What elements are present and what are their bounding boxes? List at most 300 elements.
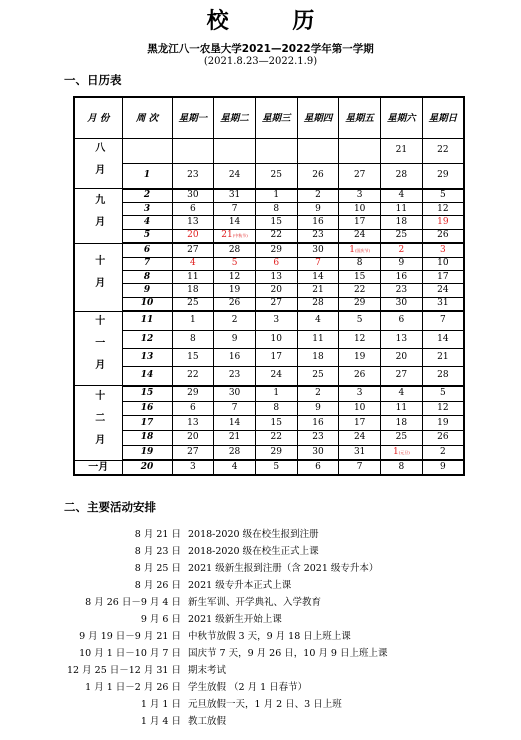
day-cell [172,445,214,460]
day-cell [255,445,297,460]
activity-item [0,645,521,662]
calendar-week-row [74,216,464,229]
day-cell [255,460,297,475]
day-cell [214,189,256,203]
day-cell [214,139,256,164]
day-cell [297,270,339,283]
day-number: 19 [437,417,449,428]
day-cell [214,430,256,445]
day-cell [172,311,214,330]
calendar-week-row [74,330,464,348]
calendar-week-row [74,416,464,431]
day-cell [214,243,256,257]
activity-item [0,526,521,543]
day-cell [297,203,339,216]
day-number: 26 [437,432,449,443]
day-cell [255,189,297,203]
day-number: 1 [273,388,280,399]
day-cell [297,297,339,311]
day-number: 18 [395,417,408,428]
week-number: 1 [122,163,172,189]
calendar-week-row [74,163,464,189]
month-cell: 一月 [74,460,122,475]
day-cell [381,139,423,164]
day-cell [381,330,423,348]
week-number: 8 [122,270,172,283]
day-cell [381,203,423,216]
day-number: 30 [228,388,241,399]
day-number: 19 [228,285,241,295]
day-number: 6 [273,258,280,269]
day-cell [214,367,256,386]
header-mon: 星期一 [172,97,214,139]
day-number: 10 [437,258,449,269]
day-cell [172,386,214,401]
day-cell [172,416,214,431]
day-number: 12 [353,333,366,344]
header-week: 周 次 [122,97,172,139]
day-cell [214,445,256,460]
day-number: 24 [270,370,282,381]
activity-text: 2021 级新生开始上课 [188,614,282,625]
day-cell [381,445,423,460]
day-cell [214,460,256,475]
month-cell: 十二月 [74,386,122,461]
day-number: 20 [187,230,199,241]
activity-text: 国庆节 7 天，9 月 26 日，10 月 9 日上班上课 [188,648,388,659]
day-cell [422,430,464,445]
day-number: 16 [312,417,324,428]
day-number: 3 [189,462,196,473]
day-cell [255,216,297,229]
day-number: 23 [312,230,324,241]
day-number: 10 [353,402,366,413]
day-cell [297,445,339,460]
week-number: 10 [122,297,172,311]
activity-item [0,662,521,679]
day-cell [214,348,256,366]
day-cell [339,229,381,243]
day-number: 27 [187,446,199,457]
day-cell [339,139,381,164]
day-cell [381,460,423,475]
day-number: 21 [312,285,324,295]
day-cell [297,416,339,431]
day-number: 27 [353,170,366,181]
day-number: 4 [189,258,196,269]
week-number: 20 [122,460,172,475]
day-cell [297,330,339,348]
day-cell [172,163,214,189]
day-number: 3 [273,315,280,326]
day-number: 28 [437,370,449,381]
day-number: 26 [437,230,449,241]
day-number: 11 [395,203,408,214]
header-thu: 星期四 [297,97,339,139]
day-number: 3 [356,388,363,399]
day-number: 14 [437,333,449,344]
day-number: 15 [270,217,282,228]
day-number: 9 [315,203,321,214]
section-title-activities: 二、主要活动安排 [64,500,156,514]
week-number: 19 [122,445,172,460]
calendar-header-row [74,97,464,139]
day-cell [422,270,464,283]
day-cell [339,189,381,203]
day-cell [339,386,381,401]
day-number: 4 [398,190,405,201]
day-cell [255,330,297,348]
day-number: 31 [228,190,241,201]
day-number: 11 [312,333,324,344]
day-cell [172,367,214,386]
day-number: 10 [270,333,282,344]
activity-item [0,679,521,696]
week-number: 3 [122,203,172,216]
day-number: 14 [228,417,241,428]
day-number: 22 [270,432,282,443]
day-cell [381,257,423,270]
day-number: 5 [439,190,446,201]
day-cell [172,257,214,270]
day-cell [422,216,464,229]
day-number: 13 [187,417,199,428]
day-number: 30 [312,446,324,457]
day-cell [255,367,297,386]
day-number: 24 [437,285,449,295]
day-cell [255,163,297,189]
day-cell [172,139,214,164]
day-number: 5 [439,388,446,399]
activity-item [0,628,521,645]
day-number: 17 [270,352,282,363]
day-number: 6 [189,402,196,413]
activity-text: 期末考试 [188,665,227,676]
day-number: 22 [353,285,366,295]
day-cell [172,189,214,203]
page-title: 校 历 [206,8,343,34]
month-cell: 十月 [74,243,122,311]
section-title-calendar: 一、日历表 [64,73,122,87]
calendar-week-row [74,203,464,216]
day-number: 8 [273,402,280,413]
day-cell [255,297,297,311]
day-cell [339,203,381,216]
activity-date: 8 月 23 日 [134,546,181,557]
day-number: 22 [187,370,199,381]
day-cell [214,401,256,416]
day-cell [381,430,423,445]
week-number: 4 [122,216,172,229]
day-number: 7 [439,315,446,326]
week-number: 7 [122,257,172,270]
day-number: 26 [353,370,366,381]
day-cell [339,416,381,431]
day-number: 23 [395,285,408,295]
day-cell [422,297,464,311]
day-cell [381,163,423,189]
day-number: 27 [395,370,408,381]
day-number: 11 [187,271,199,282]
activity-date: 8 月 21 日 [134,529,181,540]
day-cell [297,311,339,330]
week-number: 5 [122,229,172,243]
day-cell [214,216,256,229]
calendar-week-row [74,189,464,203]
day-number: 13 [187,217,199,228]
day-cell [214,270,256,283]
calendar-week-row [74,445,464,460]
day-number: 16 [312,217,324,228]
month-cell: 八月 [74,139,122,189]
day-number: 23 [187,170,199,181]
day-cell [255,430,297,445]
calendar-table [73,96,465,476]
day-number: 27 [187,244,199,255]
day-number: 29 [270,446,282,457]
day-number: 9 [315,402,321,413]
day-cell [255,203,297,216]
day-number: 2 [439,446,446,457]
day-number: 9 [398,258,405,269]
day-cell [422,139,464,164]
activity-date: 9 月 19 日－9 月 21 日 [79,631,181,642]
week-number: 12 [122,330,172,348]
day-cell [297,243,339,257]
day-number: 20 [395,352,408,363]
day-cell [255,257,297,270]
day-cell [255,243,297,257]
day-number: 26 [228,298,241,309]
week-number: 9 [122,284,172,297]
activity-item [0,611,521,628]
day-number: 12 [437,402,449,413]
day-number: 30 [395,298,408,309]
day-cell [381,348,423,366]
day-cell [172,216,214,229]
activity-item [0,713,521,730]
activity-text: 学生放假 （2 月 1 日春节） [188,682,308,693]
day-number: 17 [353,217,366,228]
day-number: 5 [231,258,238,269]
day-cell [422,367,464,386]
day-cell [172,348,214,366]
day-number: 13 [270,271,282,282]
week-number: 18 [122,430,172,445]
day-number: 28 [312,298,324,309]
day-cell [172,330,214,348]
day-cell [255,348,297,366]
day-cell [339,297,381,311]
week-number: 14 [122,367,172,386]
day-cell [297,229,339,243]
calendar-week-row [74,284,464,297]
day-number: 7 [231,203,238,214]
calendar-week-row [74,243,464,257]
day-cell [339,270,381,283]
activity-item [0,543,521,560]
day-cell [422,243,464,257]
day-cell [422,311,464,330]
activity-date: 10 月 1 日－10 月 7 日 [79,648,181,659]
week-number [122,139,172,164]
day-cell [381,189,423,203]
calendar-week-row [74,311,464,330]
day-cell [214,297,256,311]
day-cell [172,430,214,445]
activity-date: 9 月 6 日 [140,614,181,625]
day-cell [172,203,214,216]
week-number: 15 [122,386,172,401]
activity-date: 1 月 4 日 [140,716,181,727]
calendar-week-row [74,139,464,164]
header-wed: 星期三 [255,97,297,139]
day-cell [172,284,214,297]
day-cell [422,416,464,431]
day-cell [214,257,256,270]
day-cell [422,386,464,401]
activity-item [0,594,521,611]
calendar-week-row [74,386,464,401]
day-number: 28 [395,170,408,181]
calendar-week-row [74,270,464,283]
day-cell [255,270,297,283]
day-cell [297,284,339,297]
activity-text: 2021 级专升本正式上课 [188,580,292,591]
day-cell [214,284,256,297]
day-number: 31 [353,446,366,457]
day-cell [297,139,339,164]
day-cell [381,401,423,416]
day-cell [339,311,381,330]
day-cell [339,284,381,297]
day-cell [339,330,381,348]
day-cell [172,229,214,243]
day-number: 26 [312,170,324,181]
day-number: 23 [228,370,241,381]
day-number: 21 [395,145,408,156]
activity-date: 8 月 26 日－9 月 4 日 [85,597,181,608]
day-number: 19 [353,352,366,363]
day-number: 20 [270,285,282,295]
header-sun: 星期日 [422,97,464,139]
day-cell [339,430,381,445]
activity-item [0,560,521,577]
day-cell [422,189,464,203]
activity-text: 2021 级新生报到注册（含 2021 级专升本） [188,563,379,574]
week-number: 16 [122,401,172,416]
day-cell [297,386,339,401]
day-number: 18 [395,217,408,228]
day-cell [297,348,339,366]
day-number: 12 [437,203,449,214]
day-cell [214,163,256,189]
day-cell [381,243,423,257]
day-number: 5 [356,315,363,326]
activity-date: 12 月 25 日－12 月 31 日 [67,665,181,676]
day-number: 25 [312,370,324,381]
week-number: 17 [122,416,172,431]
calendar-week-row [74,297,464,311]
day-number: 1 [392,446,399,457]
day-number: 29 [437,170,449,181]
day-number: 15 [270,417,282,428]
activity-item [0,696,521,713]
day-cell [422,460,464,475]
day-number: 7 [315,258,321,269]
day-cell [297,163,339,189]
day-number: 22 [270,230,282,241]
day-number: 17 [437,271,449,282]
month-cell: 十一月 [74,311,122,386]
day-cell [214,416,256,431]
day-number: 18 [187,285,199,295]
day-number: 2 [398,244,405,255]
calendar-week-row [74,257,464,270]
day-cell [172,243,214,257]
day-number: 29 [353,298,366,309]
day-number: 6 [398,315,405,326]
day-cell [255,416,297,431]
day-cell [214,386,256,401]
day-cell [297,257,339,270]
day-number: 31 [437,298,449,309]
day-number: 25 [395,432,408,443]
day-number: 18 [312,352,324,363]
day-cell [255,229,297,243]
calendar-week-row [74,348,464,366]
day-number: 4 [231,462,238,473]
semester-date-range: (2021.8.23—2022.1.9) [203,56,318,67]
day-cell [339,460,381,475]
activity-date: 8 月 26 日 [134,580,181,591]
day-number: 9 [439,462,446,473]
day-number: 11 [395,402,408,413]
day-number: 7 [231,402,238,413]
day-cell [339,401,381,416]
day-number: 8 [356,258,363,269]
day-number: 14 [312,271,324,282]
day-cell [214,203,256,216]
activity-item [0,577,521,594]
day-number: 24 [353,230,366,241]
day-cell [422,163,464,189]
day-number: 2 [315,190,321,201]
day-cell [422,401,464,416]
day-number: 29 [187,388,199,399]
activity-text: 新生军训、开学典礼、入学教育 [188,597,322,608]
day-number: 7 [356,462,363,473]
calendar-week-row [74,460,464,475]
day-cell [214,330,256,348]
day-cell [381,229,423,243]
day-cell [297,460,339,475]
activity-text: 教工放假 [188,716,227,727]
day-cell [422,348,464,366]
day-number: 24 [353,432,366,443]
calendar-week-row [74,401,464,416]
week-number: 13 [122,348,172,366]
day-cell [214,229,256,243]
activity-date: 1 月 1 日 [140,699,181,710]
day-number: 22 [437,145,449,156]
day-cell [339,367,381,386]
week-number: 11 [122,311,172,330]
day-cell [297,189,339,203]
activity-text: 2018-2020 级在校生正式上课 [188,546,319,557]
day-number: 5 [273,462,280,473]
day-number: 15 [187,352,199,363]
